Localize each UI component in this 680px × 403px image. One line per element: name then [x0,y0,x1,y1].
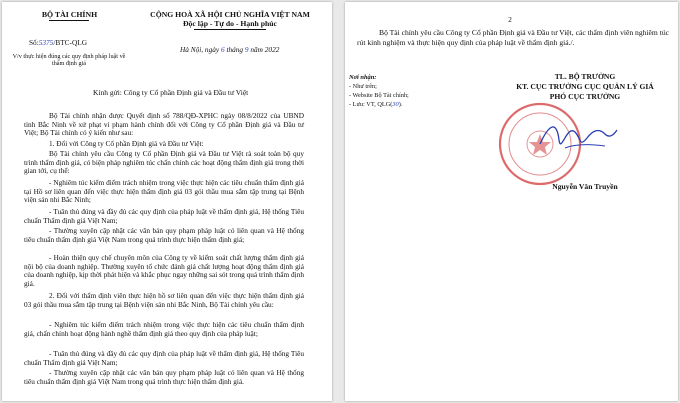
document-number [29,38,87,47]
document-page-1 [2,2,332,401]
recipient-item-2: - Website Bộ Tài chính; [349,92,409,99]
recipient-item-3 [349,101,402,108]
recipient-item-3-close: ). [398,101,403,108]
page-number: 2 [508,15,512,24]
closing-paragraph: Bộ Tài chính yêu cầu Công ty Cổ phần Định giá và Đầu tư Việt, các thẩm định viên nghiêm túc rút kinh nghiệm và thực hiện quy định của pháp luật về thẩm định giá./. [357,28,669,47]
ministry-underline [49,20,89,21]
date-mid: tháng [226,45,244,54]
signer-name: Nguyễn Văn Truyền [552,182,618,191]
section-1-item-3: - Thường xuyên cập nhật các văn bản quy phạm pháp luật có liên quan và Hệ thống tiêu chuẩn thẩm định giá Việt Nam trong quá trình thực hiện thẩm định giá; [24,226,304,244]
date-suffix: năm 2022 [250,45,280,54]
national-motto: Độc lập - Tự do - Hạnh phúc [183,19,277,28]
date-month: 9 [244,45,249,54]
date-prefix: Hà Nội, ngày [180,45,220,54]
ministry-name: BỘ TÀI CHÍNH [41,10,98,19]
section-1-item-1: - Nghiêm túc kiểm điểm trách nhiệm trong việc thực hiện các tiêu chuẩn thẩm định giá tại Hồ sơ liên quan đến việc thực hiện thẩm định giá 03 gói thầu mua sắm tập trung tại Bệnh viện sản nhi Bắc Ninh; [24,178,304,205]
section-1-item-4: - Hoàn thiện quy chế chuyên môn của Công ty về kiểm soát chất lượng thẩm định giá nội bộ của doanh nghiệp. Thường xuyên tổ chức đánh giá chất lượng hoạt động thẩm định giá của doanh nghiệp, kịp thời phát hiện và khắc phục ngay những sai sót trong quá trình thẩm định giá. [24,253,304,288]
recipient-item-1: - Như trên; [349,83,377,90]
signature-line-2: KT. CỤC TRƯỞNG CỤC QUẢN LÝ GIÁ [516,82,654,91]
section-2-item-3: - Thường xuyên cập nhật các văn bản quy phạm pháp luật có liên quan và Hệ thống tiêu chuẩn thẩm định giá Việt Nam trong quá trình thực hiện thẩm định giá. [24,368,304,386]
recipients-title: Nơi nhận: [349,74,377,81]
document-subject: V/v thực hiện đúng các quy định pháp luật về thẩm định giá [12,53,126,68]
section-1-item-2: - Tuân thủ đúng và đầy đủ các quy định của pháp luật về thẩm định giá, Hệ thống Tiêu chuẩn Thẩm định giá Việt Nam; [24,207,304,225]
recipient-line: Kính gửi: Công ty Cổ phần Định giá và Đầu tư Việt [93,88,249,97]
handwritten-signature [535,114,620,159]
section-1-paragraph: Bộ Tài chính yêu cầu Công ty Cổ phần Định giá và Đầu tư Việt rà soát toàn bộ quy trình thẩm định giá, có biện pháp nghiêm túc chấn chỉnh các hoạt động thẩm định giá trong thời gian tới, cụ thể: [24,149,304,176]
recipient-handwritten-code: 30 [392,101,399,108]
document-page-2 [345,2,678,401]
section-2-item-2: - Tuân thủ đúng và đầy đủ các quy định của pháp luật về thẩm định giá, Hệ thống Tiêu chuẩn Thẩm định giá Việt Nam; [24,349,304,367]
section-1-heading: 1. Đối với Công ty Cổ phần Định giá và Đầu tư Việt: [49,139,204,148]
intro-paragraph: Bộ Tài chính nhận được Quyết định số 788/QĐ-XPHC ngày 08/8/2022 của UBND tỉnh Bắc Ninh về xử phạt vi phạm hành chính đối với Công ty Cổ phần Định giá và Đầu tư Việt; Bộ Tài chính có ý kiến như sau: [24,111,304,138]
doc-no-suffix: /BTC-QLG [53,38,87,47]
signature-line-1: TL. BỘ TRƯỞNG [554,72,616,81]
country-name: CỘNG HOÀ XÃ HỘI CHỦ NGHĨA VIỆT NAM [150,10,310,19]
signature-line-3: PHÓ CỤC TRƯỞNG [549,92,621,101]
section-2-item-1: - Nghiêm túc kiểm điểm trách nhiệm trong việc thực hiện các tiêu chuẩn thẩm định giá, chấn chỉnh hoạt động hành nghề thẩm định giá theo quy định của pháp luật; [24,320,304,338]
date-day: 6 [220,45,225,54]
section-2-paragraph: 2. Đối với thẩm định viên thực hiện hồ sơ liên quan đến việc thực hiện thẩm định giá 03 gói thầu mua sắm tập trung tại Bệnh viện sản nhi Bắc Ninh, Bộ Tài chính yêu cầu: [24,291,304,309]
doc-no-handwritten: 5375 [38,38,54,47]
recipient-item-3-text: - Lưu: VT, QLG( [349,101,393,108]
motto-underline [194,29,266,30]
issue-date [180,45,279,54]
doc-no-prefix: Số: [29,38,39,47]
